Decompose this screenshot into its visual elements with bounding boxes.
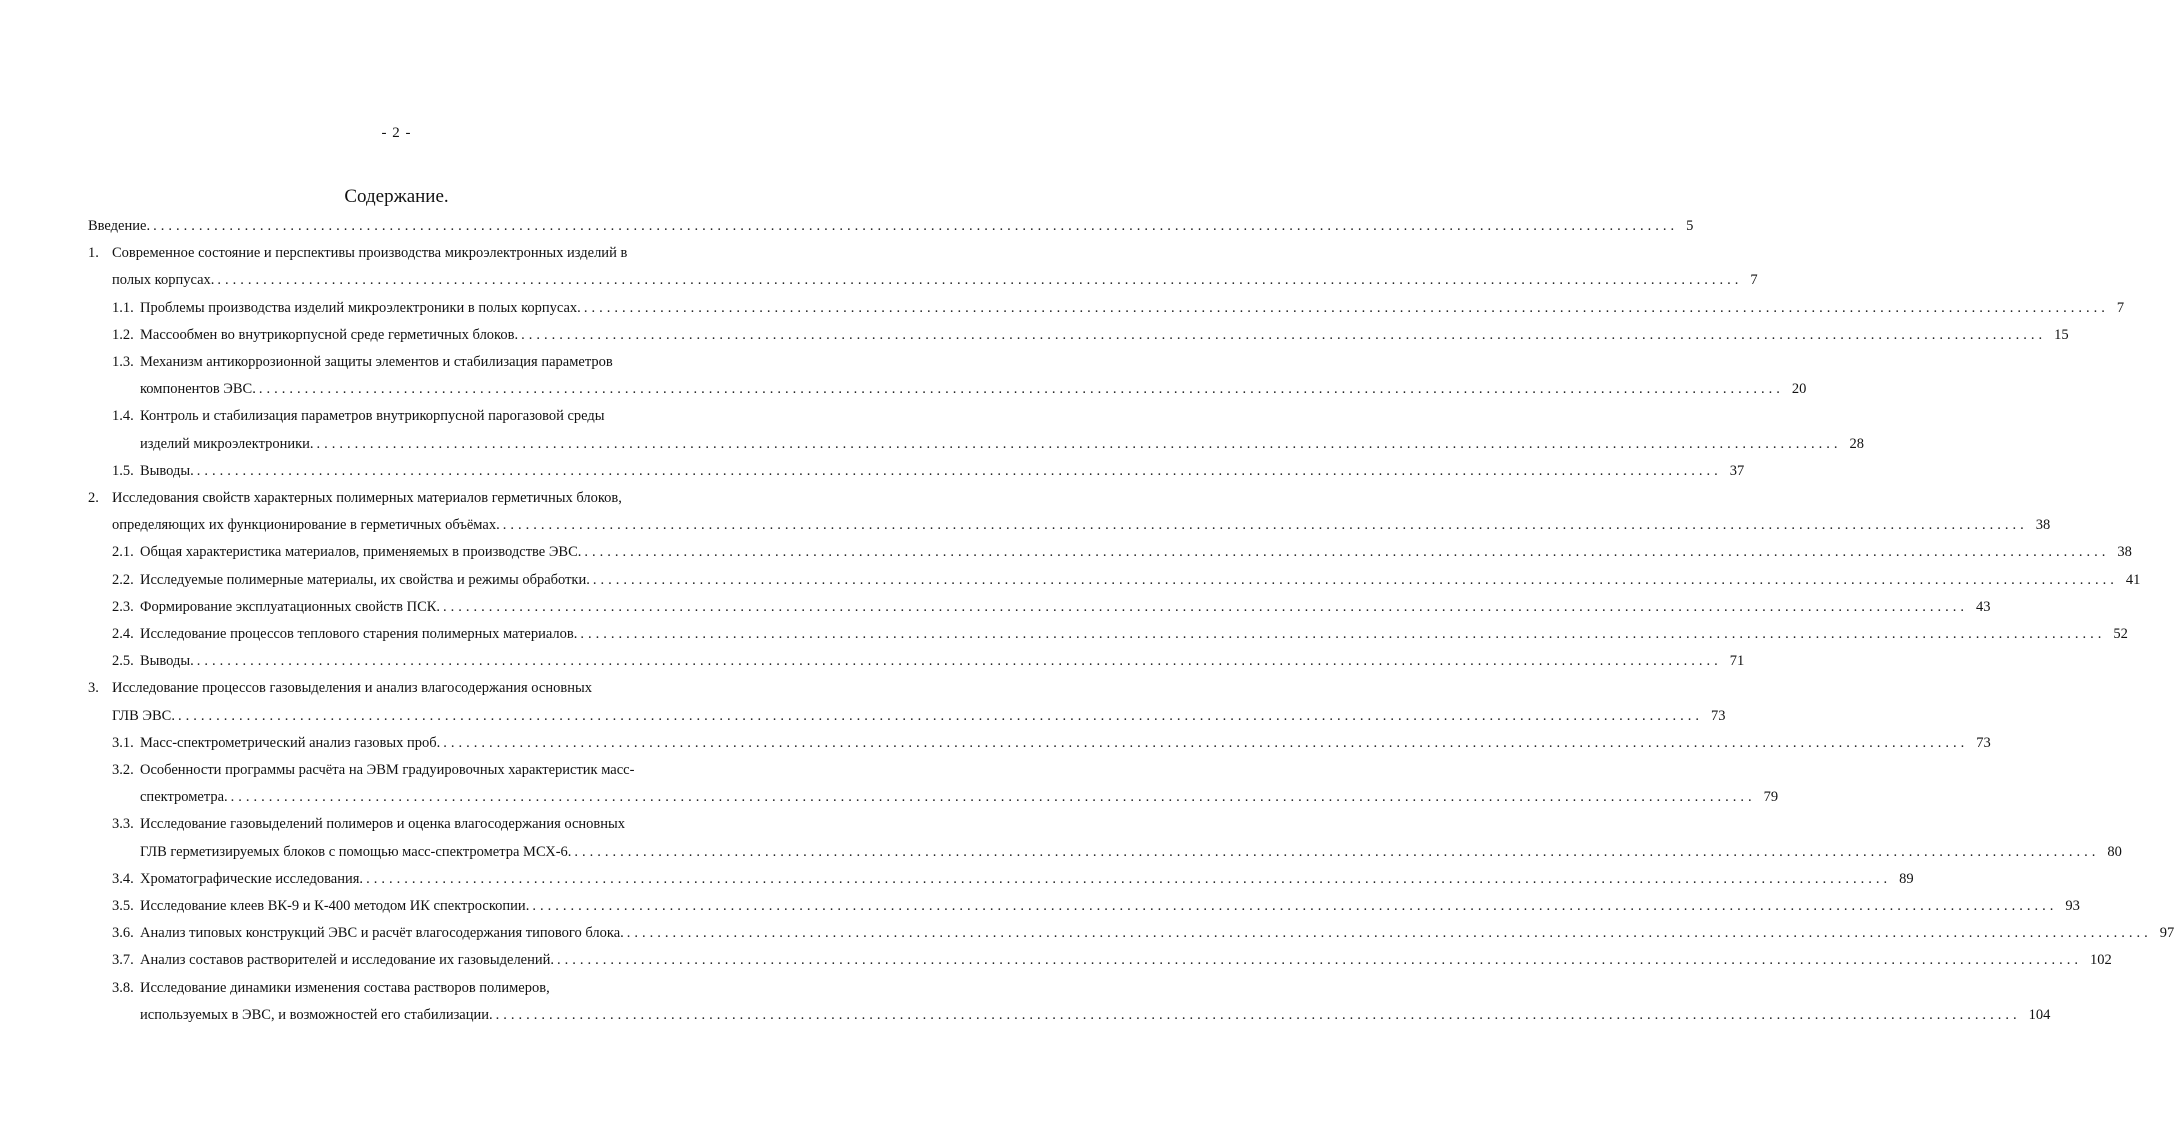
toc-entry-page: 73: [1710, 707, 1726, 724]
toc-entry-page: 5: [1686, 218, 1694, 234]
toc-leader-dots: ........................................................................................................................................................................................................: [521, 326, 2047, 343]
toc-entry-line: [112, 948, 2112, 972]
toc-leader-dots: ........................................................................................................................................................................................................: [177, 707, 1703, 724]
toc-entry-page: 7: [1750, 272, 1758, 289]
toc-entry-number: 1.2.: [112, 326, 134, 343]
toc-entry-number: 1.1.: [112, 299, 134, 316]
toc-entry-title: компонентов ЭВС.: [140, 381, 256, 398]
toc-entry-line: [112, 540, 2132, 564]
toc-leader-dots: ........................................................................................................................................................................................................: [366, 870, 1892, 887]
toc-entry-line: [112, 867, 1914, 891]
toc-entry-line: [112, 350, 708, 374]
toc-entry-line: [112, 595, 1991, 619]
toc-leader-dots: ........................................................................................................................................................................................................: [592, 571, 2118, 588]
toc-leader-dots: ........................................................................................................................................................................................................: [196, 462, 1722, 479]
toc-entry-page: 28: [1849, 435, 1865, 452]
toc-entry-line: [140, 432, 1865, 456]
toc-entry-number: 1.4.: [112, 408, 134, 425]
toc-entry-line: [112, 921, 2175, 945]
toc-entry-number: 2.: [88, 490, 99, 506]
toc-entry-title: Масс-спектрометрический анализ газовых проб.: [140, 734, 441, 751]
toc-entry-page: 41: [2125, 571, 2141, 588]
toc-entry-line: [112, 622, 2128, 646]
toc-entry-page: 52: [2113, 626, 2128, 642]
toc-entry-page: 7: [2116, 299, 2125, 316]
toc-entry-title: Исследование газовыделений полимеров и оценка влагосодержания основных: [140, 816, 626, 833]
toc-entry-line: [112, 976, 708, 1000]
toc-leader-dots: ........................................................................................................................................................................................................: [217, 272, 1743, 289]
toc-entry-line: [112, 894, 2080, 918]
toc-leader-dots: ........................................................................................................................................................................................................: [574, 843, 2100, 860]
toc-entry-page: 43: [1976, 598, 1991, 615]
toc-entry-line: [112, 704, 1726, 728]
toc-entry-line: [140, 785, 1779, 809]
toc-entry-title: Исследование процессов теплового старения полимерных материалов.: [140, 626, 578, 642]
toc-leader-dots: ........................................................................................................................................................................................................: [230, 789, 1756, 806]
toc-entry-line: [112, 296, 2125, 320]
toc-entry-title: Анализ типовых конструкций ЭВС и расчёт влагосодержания типового блока.: [140, 925, 624, 942]
toc-entry-title: изделий микроэлектроники.: [140, 435, 314, 452]
toc-entry-title: Механизм антикоррозионной защиты элементов и стабилизация параметров: [140, 354, 613, 370]
toc-entry-title: Исследуемые полимерные материалы, их свойства и режимы обработки.: [140, 571, 590, 588]
toc-entry-number: 3.5.: [112, 898, 134, 914]
toc-entry-line: [112, 268, 1758, 292]
toc-entry-title: Проблемы производства изделий микроэлектроники в полых корпусах.: [140, 299, 581, 316]
toc-entry-title: ГЛВ герметизируемых блоков с помощью масс-спектрометра МСХ-6.: [140, 843, 572, 860]
toc-entry-number: 3.4.: [112, 870, 134, 887]
toc-entry-title: Исследование процессов газовыделения и анализ влагосодержания основных: [112, 680, 592, 697]
toc-entry-title: Особенности программы расчёта на ЭВМ градуировочных характеристик масс-: [140, 762, 635, 778]
toc-entry-title: ГЛВ ЭВС.: [112, 707, 175, 724]
toc-entry-page: 20: [1791, 381, 1807, 398]
toc-entry-line: [140, 377, 1807, 401]
toc-entry-line: [112, 404, 708, 428]
toc-entry-line: [88, 486, 708, 510]
toc-leader-dots: ........................................................................................................................................................................................................: [196, 653, 1722, 670]
toc-leader-dots: ........................................................................................................................................................................................................: [532, 898, 2058, 914]
toc-entry-title: Исследования свойств характерных полимерных материалов герметичных блоков,: [112, 490, 622, 506]
toc-entry-number: 2.5.: [112, 653, 134, 670]
page-number: - 2 -: [381, 125, 412, 141]
toc-entry-title: определяющих их функционирование в герметичных объёмах.: [112, 517, 500, 534]
toc-entry-number: 3.2.: [112, 762, 134, 778]
toc-entry-number: 2.4.: [112, 626, 134, 642]
toc-entry-title: спектрометра.: [140, 789, 228, 806]
toc-entry-title: Введение.: [88, 218, 151, 234]
toc-entry-title: Общая характеристика материалов, применяемых в производстве ЭВС.: [140, 544, 582, 561]
toc-entry-line: [88, 241, 708, 265]
toc-entry-page: 102: [2090, 952, 2112, 969]
toc-entry-page: 73: [1976, 734, 1991, 751]
toc-entry-page: 93: [2065, 898, 2080, 914]
toc-entry-title: Хроматографические исследования.: [140, 870, 364, 887]
toc-entry-title: Выводы.: [140, 462, 194, 479]
toc-entry-number: 3.3.: [112, 816, 134, 833]
toc-entry-title: Исследование клеев ВК-9 и К-400 методом ИК спектроскопии.: [140, 898, 530, 914]
toc-entry-line: [112, 731, 1991, 755]
toc-leader-dots: ........................................................................................................................................................................................................: [584, 544, 2110, 561]
toc-entry-title: используемых в ЭВС, и возможностей его стабилизации.: [140, 1006, 493, 1023]
toc-entry-number: 2.1.: [112, 544, 134, 561]
toc-entry-line: [112, 758, 708, 782]
toc-entry-page: 38: [2117, 544, 2132, 561]
toc-leader-dots: ........................................................................................................................................................................................................: [557, 952, 2083, 969]
page-title: Содержание.: [344, 186, 449, 207]
toc-entry-page: 37: [1729, 462, 1745, 479]
toc-entry-page: 15: [2054, 326, 2069, 343]
toc-entry-title: Массообмен во внутрикорпусной среде герметичных блоков.: [140, 326, 519, 343]
toc-entry-line: [140, 840, 2122, 864]
toc-entry-line: [112, 459, 1745, 483]
toc-entry-number: 3.7.: [112, 952, 134, 969]
toc-entry-number: 1.5.: [112, 462, 134, 479]
toc-entry-number: 2.2.: [112, 571, 134, 588]
toc-entry-line: [112, 812, 708, 836]
toc-entry-page: 89: [1899, 870, 1914, 887]
toc-entry-page: 71: [1729, 653, 1745, 670]
toc-leader-dots: ........................................................................................................................................................................................................: [502, 517, 2028, 534]
toc-entry-page: 97: [2159, 925, 2175, 942]
toc-entry-title: полых корпусах.: [112, 272, 215, 289]
toc-entry-line: [88, 676, 708, 700]
toc-entry-title: Исследование динамики изменения состава растворов полимеров,: [140, 979, 550, 996]
toc-leader-dots: ........................................................................................................................................................................................................: [153, 218, 1679, 234]
toc-entry-number: 3.6.: [112, 925, 134, 942]
toc-leader-dots: ........................................................................................................................................................................................................: [580, 626, 2106, 642]
toc-leader-dots: ........................................................................................................................................................................................................: [626, 925, 2152, 942]
toc-entry-line: [112, 513, 2051, 537]
toc-entry-line: [112, 323, 2069, 347]
toc-leader-dots: ........................................................................................................................................................................................................: [443, 598, 1969, 615]
toc-leader-dots: ........................................................................................................................................................................................................: [443, 734, 1969, 751]
toc-entry-number: 2.3.: [112, 598, 134, 615]
toc-entry-title: Контроль и стабилизация параметров внутрикорпусной парогазовой среды: [140, 408, 605, 425]
toc-entry-title: Формирование эксплуатационных свойств ПСК.: [140, 598, 441, 615]
toc-entry-number: 3.8.: [112, 979, 134, 996]
toc-leader-dots: ........................................................................................................................................................................................................: [258, 381, 1784, 398]
toc-entry-title: Анализ составов растворителей и исследование их газовыделений.: [140, 952, 555, 969]
toc-entry-line: [140, 1003, 2051, 1027]
toc-entry-line: [112, 649, 1745, 673]
toc-entry-number: 1.: [88, 245, 99, 262]
toc-entry-line: [88, 214, 1694, 238]
toc-leader-dots: ........................................................................................................................................................................................................: [316, 435, 1842, 452]
toc-entry-page: 104: [2028, 1006, 2051, 1023]
toc-entry-page: 79: [1763, 789, 1779, 806]
toc-entry-title: Выводы.: [140, 653, 194, 670]
toc-entry-title: Современное состояние и перспективы производства микроэлектронных изделий в: [112, 245, 628, 262]
toc-entry-number: 1.3.: [112, 354, 134, 370]
toc-leader-dots: ........................................................................................................................................................................................................: [495, 1006, 2021, 1023]
toc-entry-page: 80: [2107, 843, 2122, 860]
toc-entry-number: 3.: [88, 680, 99, 697]
toc-leader-dots: ........................................................................................................................................................................................................: [583, 299, 2109, 316]
toc-entry-number: 3.1.: [112, 734, 134, 751]
toc-entry-line: [112, 568, 2141, 592]
toc-entry-page: 38: [2035, 517, 2051, 534]
